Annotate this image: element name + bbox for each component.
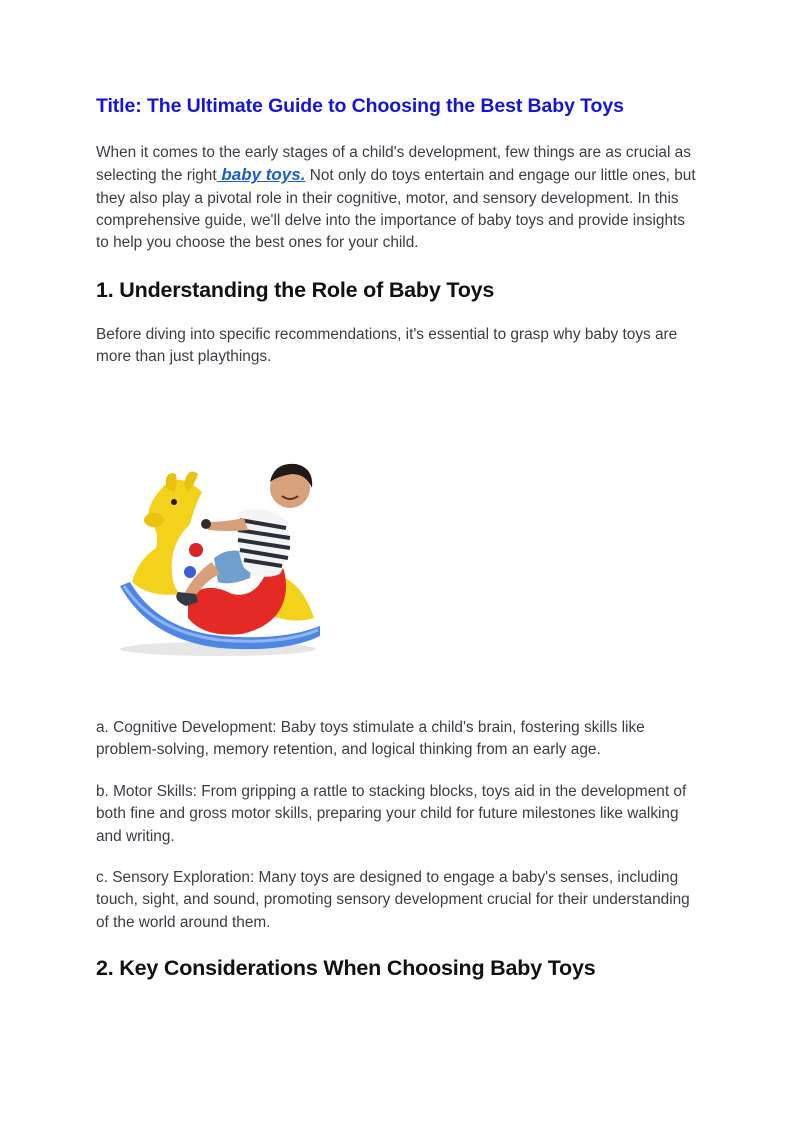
section-2-heading: 2. Key Considerations When Choosing Baby Toys [96,956,596,980]
baby-toys-link[interactable]: baby toys. [216,165,306,185]
point-sensory: c. Sensory Exploration: Many toys are designed to engage a baby's senses, including touch, sight, and sound, promoting sensory development crucial for their understanding of the world around them. [96,869,690,931]
page-title: Title: The Ultimate Guide to Choosing the Best Baby Toys [96,95,624,117]
section-1-heading: 1. Understanding the Role of Baby Toys [96,278,495,302]
point-motor: b. Motor Skills: From gripping a rattle to stacking blocks, toys aid in the development of both fine and gross motor skills, preparing your child for future milestones like walking and writing. [96,783,687,845]
intro-paragraph [96,142,701,254]
section-1-lead: Before diving into specific recommendations, it's essential to grasp why baby toys are more than just playthings. [96,326,678,366]
handle [201,519,211,529]
intro-text-after-link: Not only do toys entertain and engage our little ones, but they also play a pivotal role in their cognitive, motor, and sensory development. In this comprehensive guide, we'll delve into the importance of baby toys and provide insights to help you choose the best ones for your child. [96,167,696,252]
rocking-horse-child-photo [110,448,340,680]
point-cognitive: a. Cognitive Development: Baby toys stimulate a child's brain, fostering skills like problem-solving, memory retention, and logical thinking from an early age. [96,719,645,759]
intro-text-before-link: When it comes to the early stages of a child's development, few things are as crucial as selecting the right [96,144,691,185]
